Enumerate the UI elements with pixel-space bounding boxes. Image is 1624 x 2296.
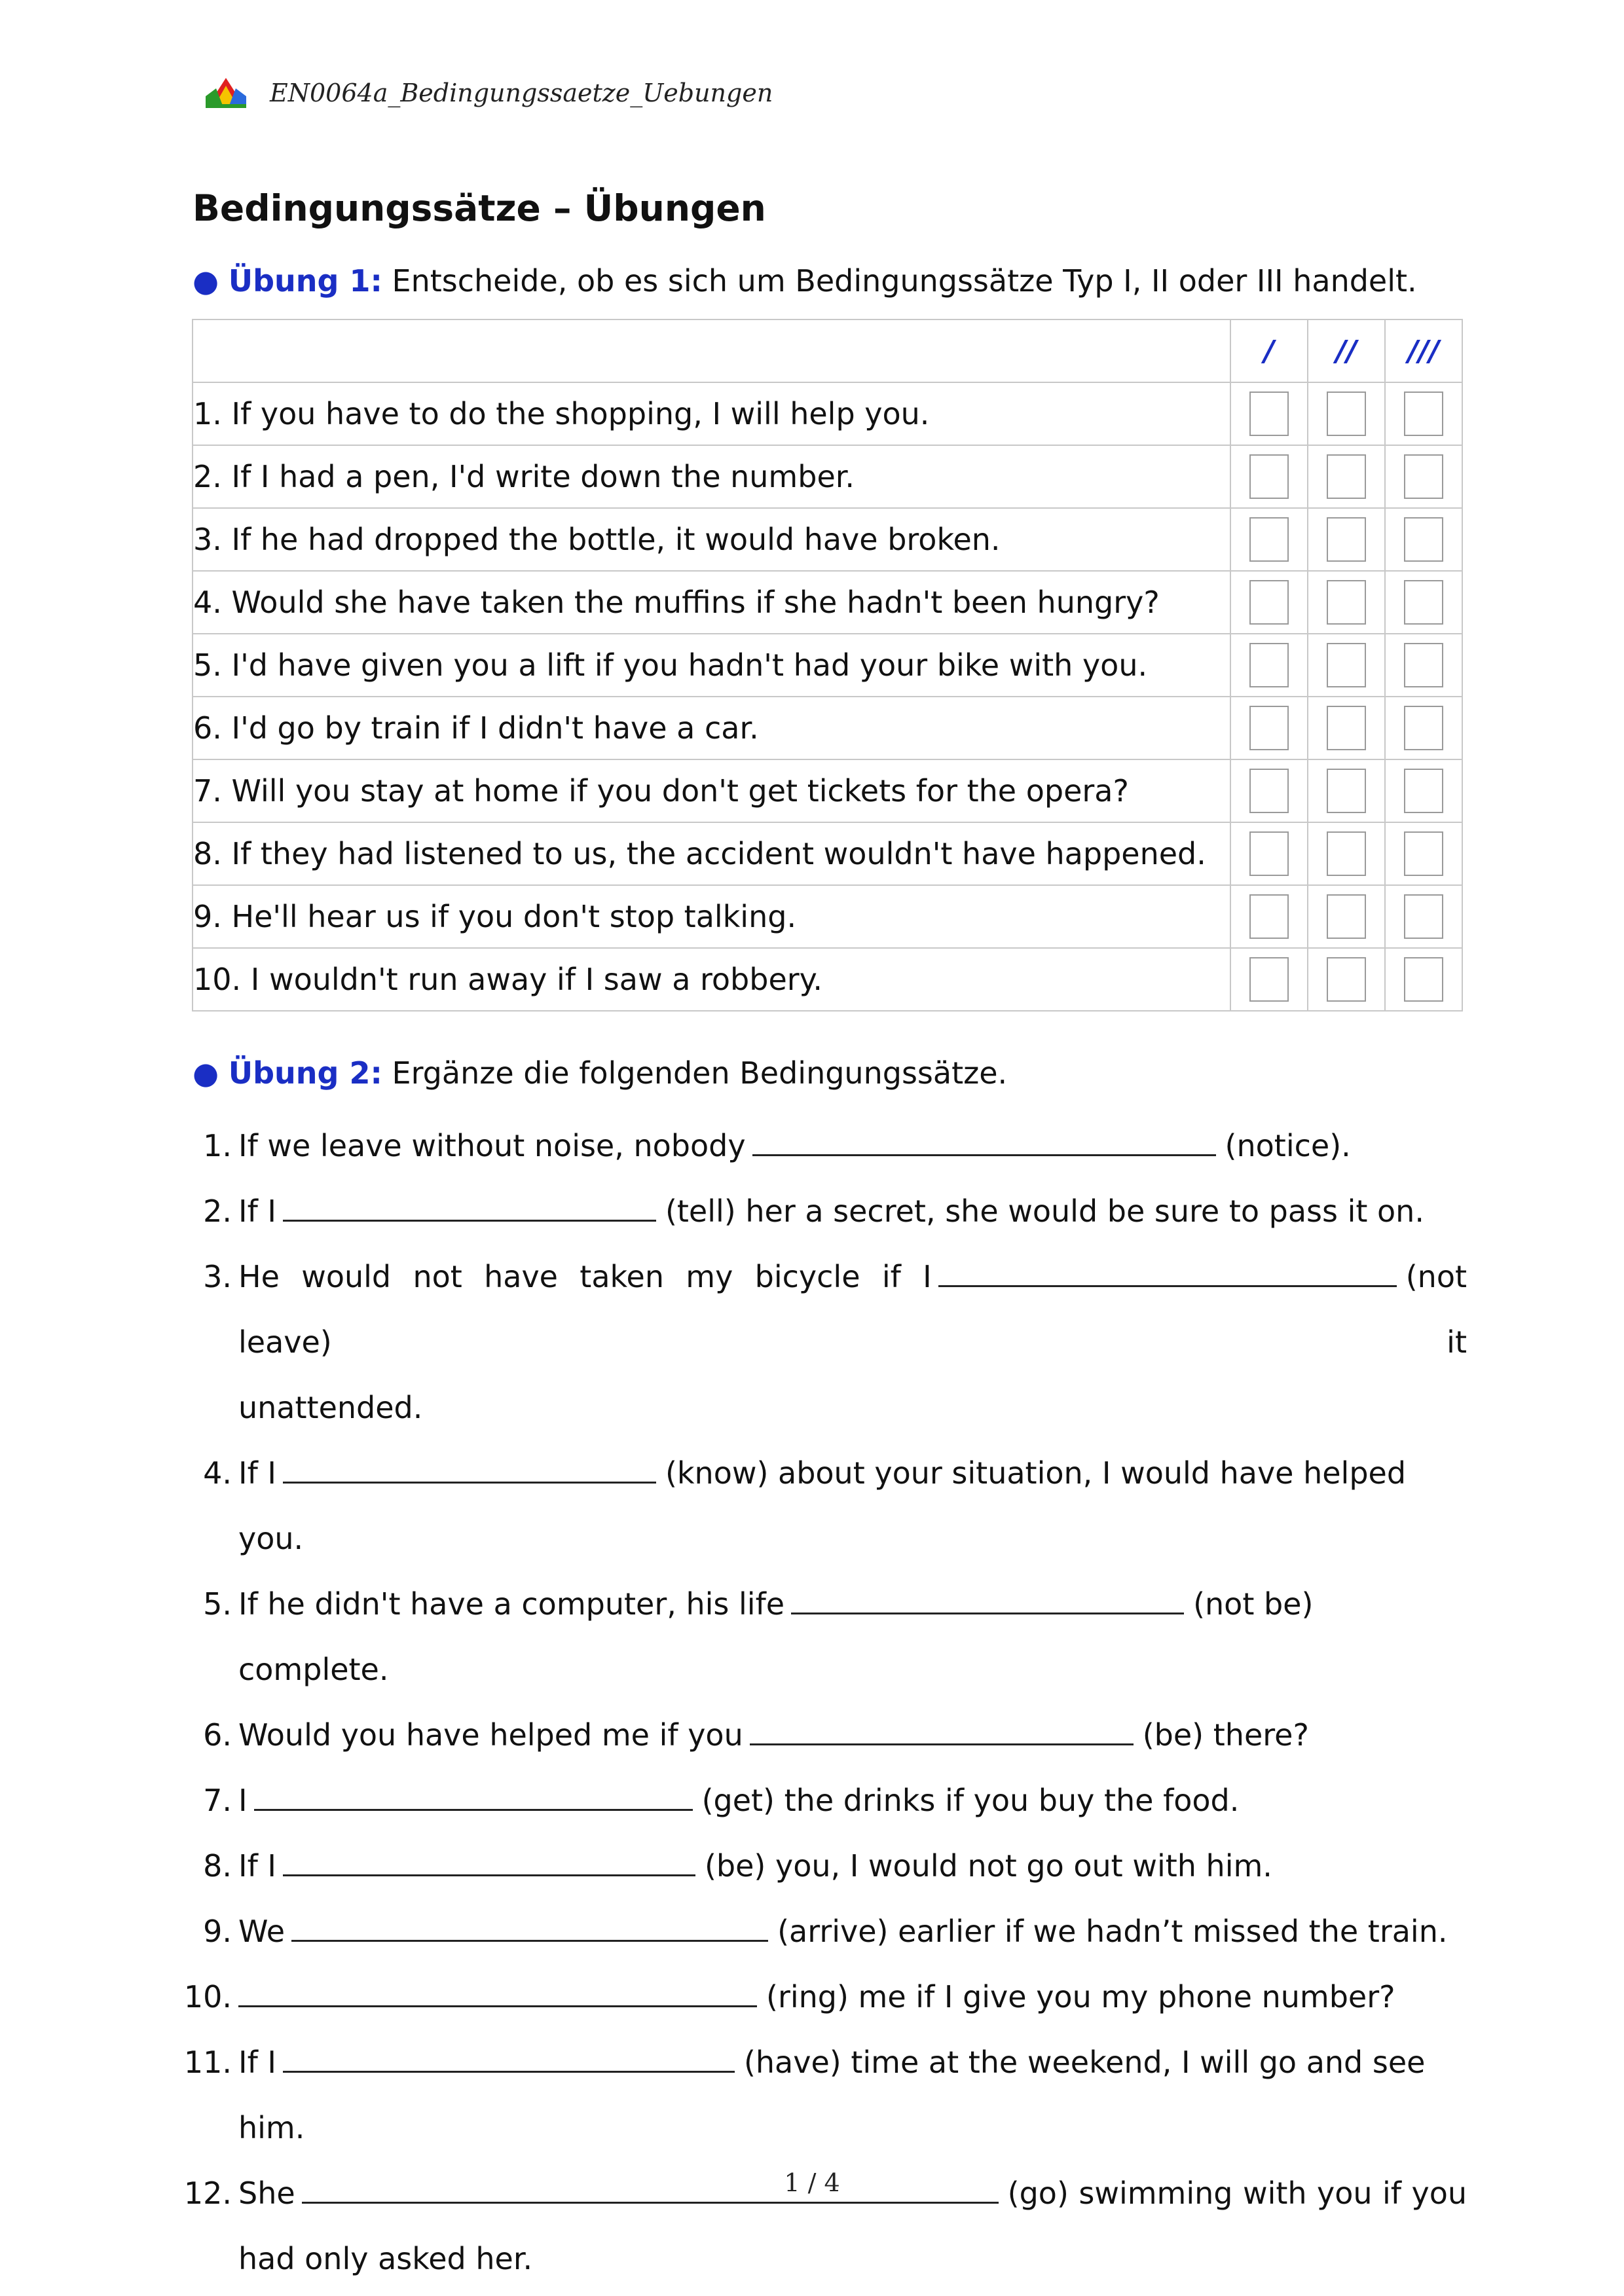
sentence-number: 6. (193, 710, 222, 746)
checkbox-cell-type-2 (1308, 822, 1385, 885)
answer-checkbox[interactable] (1249, 769, 1289, 813)
text-after-blank: (not be) complete. (238, 1586, 1314, 1687)
text-after-blank: (arrive) earlier if we hadn’t missed the train. (777, 1914, 1448, 1949)
sentence-number: 5. (193, 647, 222, 683)
sentence-text: If you have to do the shopping, I will help you. (231, 396, 930, 431)
sentence-number: 1. (193, 396, 222, 431)
answer-blank[interactable] (283, 1850, 695, 1876)
item-number: 9. (203, 1914, 232, 1949)
table-row (193, 634, 1462, 697)
item-number: 11. (183, 2045, 232, 2080)
sentence-number: 10. (193, 962, 242, 997)
answer-checkbox[interactable] (1249, 517, 1289, 562)
text-after-blank: (notice). (1225, 1128, 1351, 1163)
checkbox-cell-type-1 (1230, 508, 1308, 571)
logo-icon (203, 77, 249, 109)
checkbox-cell-type-2 (1308, 885, 1385, 948)
answer-checkbox[interactable] (1404, 643, 1443, 687)
column-type-2: // (1308, 319, 1385, 382)
checkbox-cell-type-3 (1385, 948, 1462, 1011)
checkbox-cell-type-1 (1230, 885, 1308, 948)
continuation-text: had only asked her. (238, 2241, 533, 2276)
list-item (177, 2030, 1467, 2160)
text-before-blank: If he didn't have a computer, his life (238, 1586, 785, 1622)
table-row (193, 382, 1462, 445)
answer-checkbox[interactable] (1249, 580, 1289, 625)
checkbox-cell-type-3 (1385, 382, 1462, 445)
checkbox-cell-type-2 (1308, 508, 1385, 571)
item-text (238, 1964, 1467, 2030)
list-item (177, 1833, 1467, 1899)
text-after-blank: (have) time at the weekend, I will go and see him. (238, 2045, 1426, 2145)
table-row (193, 885, 1462, 948)
column-type-1: / (1230, 319, 1308, 382)
table-row (193, 759, 1462, 822)
list-item (177, 1768, 1467, 1833)
item-text (238, 1899, 1467, 1964)
continuation-text: unattended. (238, 1390, 423, 1425)
answer-checkbox[interactable] (1249, 894, 1289, 939)
sentence-cell (193, 508, 1230, 571)
text-after-blank: (know) about your situation, I would have helped you. (238, 1455, 1407, 1556)
sentence-number: 9. (193, 899, 222, 934)
text-before-blank: I (238, 1783, 248, 1818)
sentence-cell (193, 759, 1230, 822)
checkbox-cell-type-1 (1230, 948, 1308, 1011)
answer-checkbox[interactable] (1404, 706, 1443, 750)
sentence-number: 7. (193, 773, 222, 809)
item-text (238, 1113, 1467, 1178)
item-number: 6. (203, 1717, 232, 1753)
item-text (238, 1440, 1467, 1571)
sentence-text: I'd have given you a lift if you hadn't had your bike with you. (231, 647, 1148, 683)
text-after-blank: (ring) me if I give you my phone number? (766, 1979, 1395, 2014)
item-number: 5. (203, 1586, 232, 1622)
table-row (193, 697, 1462, 759)
checkbox-cell-type-2 (1308, 445, 1385, 508)
sentence-number: 4. (193, 585, 222, 620)
checkbox-cell-type-3 (1385, 759, 1462, 822)
answer-checkbox[interactable] (1327, 454, 1366, 499)
list-item-continuation (177, 1375, 1467, 1440)
text-before-blank: Would you have helped me if you (238, 1717, 743, 1753)
checkbox-cell-type-2 (1308, 697, 1385, 759)
answer-checkbox[interactable] (1404, 517, 1443, 562)
page-title: Bedingungssätze – Übungen (193, 187, 766, 229)
checkbox-cell-type-1 (1230, 822, 1308, 885)
answer-checkbox[interactable] (1249, 831, 1289, 876)
sentence-text: I wouldn't run away if I saw a robbery. (250, 962, 822, 997)
text-before-blank: If I (238, 2045, 276, 2080)
sentence-cell (193, 634, 1230, 697)
table-header-row (193, 319, 1462, 382)
column-type-3: /// (1385, 319, 1462, 382)
table-row (193, 445, 1462, 508)
list-item (177, 1702, 1467, 1768)
sentence-text: If they had listened to us, the accident wouldn't have happened. (231, 836, 1206, 871)
checkbox-cell-type-1 (1230, 759, 1308, 822)
text-before-blank: We (238, 1914, 286, 1949)
checkbox-cell-type-3 (1385, 822, 1462, 885)
exercise2-heading (193, 1055, 1007, 1091)
sentence-text: Will you stay at home if you don't get tickets for the opera? (231, 773, 1129, 809)
answer-checkbox[interactable] (1327, 894, 1366, 939)
exercise2-list (177, 1113, 1467, 2291)
sentence-cell (193, 697, 1230, 759)
answer-blank[interactable] (291, 1915, 768, 1942)
answer-checkbox[interactable] (1327, 580, 1366, 625)
text-after-blank: (be) you, I would not go out with him. (704, 1848, 1272, 1884)
checkbox-cell-type-1 (1230, 634, 1308, 697)
item-text (238, 1768, 1467, 1833)
answer-checkbox[interactable] (1249, 392, 1289, 436)
exercise1-label: Übung 1: (228, 263, 382, 299)
sentence-cell (193, 822, 1230, 885)
answer-checkbox[interactable] (1404, 957, 1443, 1002)
answer-checkbox[interactable] (1327, 957, 1366, 1002)
item-number: 10. (183, 1979, 232, 2014)
sentence-number: 2. (193, 459, 222, 494)
answer-blank[interactable] (752, 1129, 1216, 1156)
answer-checkbox[interactable] (1249, 706, 1289, 750)
sentence-number: 8. (193, 836, 222, 871)
answer-checkbox[interactable] (1404, 392, 1443, 436)
sentence-cell (193, 571, 1230, 634)
item-number: 1. (203, 1128, 232, 1163)
answer-checkbox[interactable] (1404, 580, 1443, 625)
item-number: 7. (203, 1783, 232, 1818)
answer-checkbox[interactable] (1327, 769, 1366, 813)
text-before-blank: If I (238, 1848, 276, 1884)
sentence-text: He'll hear us if you don't stop talking. (231, 899, 797, 934)
sentence-cell (193, 948, 1230, 1011)
answer-blank[interactable] (750, 1719, 1134, 1745)
item-number: 12. (183, 2176, 232, 2211)
text-before-blank: She (238, 2176, 295, 2211)
list-item (177, 1571, 1467, 1702)
checkbox-cell-type-1 (1230, 571, 1308, 634)
checkbox-cell-type-2 (1308, 759, 1385, 822)
answer-checkbox[interactable] (1404, 454, 1443, 499)
sentence-text: Would she have taken the muffins if she hadn't been hungry? (231, 585, 1160, 620)
item-number: 2. (203, 1194, 232, 1229)
answer-blank[interactable] (283, 2046, 735, 2073)
item-text (238, 1702, 1467, 1768)
answer-checkbox[interactable] (1327, 517, 1366, 562)
answer-blank[interactable] (791, 1588, 1184, 1614)
answer-blank[interactable] (938, 1260, 1397, 1287)
checkbox-cell-type-2 (1308, 634, 1385, 697)
exercise2-instruction: Ergänze die folgenden Bedingungssätze. (392, 1055, 1008, 1091)
exercise1-heading (193, 263, 1417, 299)
item-number: 4. (203, 1455, 232, 1491)
list-item (177, 1178, 1467, 1244)
answer-checkbox[interactable] (1404, 894, 1443, 939)
checkbox-cell-type-2 (1308, 382, 1385, 445)
sentence-cell (193, 445, 1230, 508)
list-item (177, 1964, 1467, 2030)
list-item (177, 1113, 1467, 1178)
list-item-continuation (177, 2226, 1467, 2291)
table-header-empty (193, 319, 1230, 382)
sentence-text: If I had a pen, I'd write down the number. (231, 459, 855, 494)
table-row (193, 948, 1462, 1011)
checkbox-cell-type-2 (1308, 948, 1385, 1011)
item-text (238, 1833, 1467, 1899)
answer-checkbox[interactable] (1327, 831, 1366, 876)
text-after-blank: (get) the drinks if you buy the food. (701, 1783, 1240, 1818)
text-before-blank: He would not have taken my bicycle if I (238, 1259, 932, 1294)
list-item (177, 1899, 1467, 1964)
checkbox-cell-type-3 (1385, 445, 1462, 508)
text-after-blank: (not leave) it (238, 1259, 1467, 1360)
list-item (177, 1440, 1467, 1571)
text-before-blank: If we leave without noise, nobody (238, 1128, 746, 1163)
answer-blank[interactable] (238, 1980, 757, 2007)
table-row (193, 822, 1462, 885)
checkbox-cell-type-3 (1385, 885, 1462, 948)
checkbox-cell-type-3 (1385, 508, 1462, 571)
checkbox-cell-type-3 (1385, 634, 1462, 697)
answer-checkbox[interactable] (1404, 831, 1443, 876)
table-row (193, 571, 1462, 634)
answer-checkbox[interactable] (1327, 643, 1366, 687)
document-id: EN0064a_Bedingungssaetze_Uebungen (270, 79, 773, 107)
item-number: 8. (203, 1848, 232, 1884)
sentence-cell (193, 885, 1230, 948)
answer-checkbox[interactable] (1249, 957, 1289, 1002)
checkbox-cell-type-1 (1230, 697, 1308, 759)
exercise1-instruction: Entscheide, ob es sich um Bedingungssätze Typ I, II oder III handelt. (392, 263, 1417, 299)
table-row (193, 508, 1462, 571)
answer-checkbox[interactable] (1249, 643, 1289, 687)
page-number: 1 / 4 (784, 2168, 840, 2197)
answer-checkbox[interactable] (1327, 392, 1366, 436)
checkbox-cell-type-2 (1308, 571, 1385, 634)
answer-blank[interactable] (283, 1195, 656, 1222)
sentence-text: I'd go by train if I didn't have a car. (231, 710, 759, 746)
checkbox-cell-type-1 (1230, 382, 1308, 445)
text-before-blank: If I (238, 1194, 276, 1229)
item-text (238, 2030, 1467, 2160)
checkbox-cell-type-1 (1230, 445, 1308, 508)
text-after-blank: (be) there? (1142, 1717, 1309, 1753)
checkbox-cell-type-3 (1385, 571, 1462, 634)
answer-checkbox[interactable] (1327, 706, 1366, 750)
answer-blank[interactable] (254, 1784, 693, 1811)
answer-checkbox[interactable] (1404, 769, 1443, 813)
text-before-blank: If I (238, 1455, 276, 1491)
bullet-icon: ● (193, 1055, 219, 1091)
item-text (238, 1244, 1467, 1375)
page-header (203, 73, 773, 113)
sentence-text: If he had dropped the bottle, it would have broken. (231, 522, 1001, 557)
text-after-blank: (go) swimming with you if you (1007, 2176, 1467, 2211)
item-text (238, 1571, 1467, 1702)
item-number: 3. (203, 1259, 232, 1294)
sentence-number: 3. (193, 522, 222, 557)
bullet-icon: ● (193, 263, 219, 299)
item-text (238, 1178, 1467, 1244)
answer-blank[interactable] (283, 1457, 656, 1484)
sentence-cell (193, 382, 1230, 445)
checkbox-cell-type-3 (1385, 697, 1462, 759)
list-item (177, 1244, 1467, 1375)
answer-checkbox[interactable] (1249, 454, 1289, 499)
exercise2-label: Übung 2: (228, 1055, 382, 1091)
text-after-blank: (tell) her a secret, she would be sure to pass it on. (665, 1194, 1424, 1229)
exercise1-table (192, 319, 1463, 1011)
